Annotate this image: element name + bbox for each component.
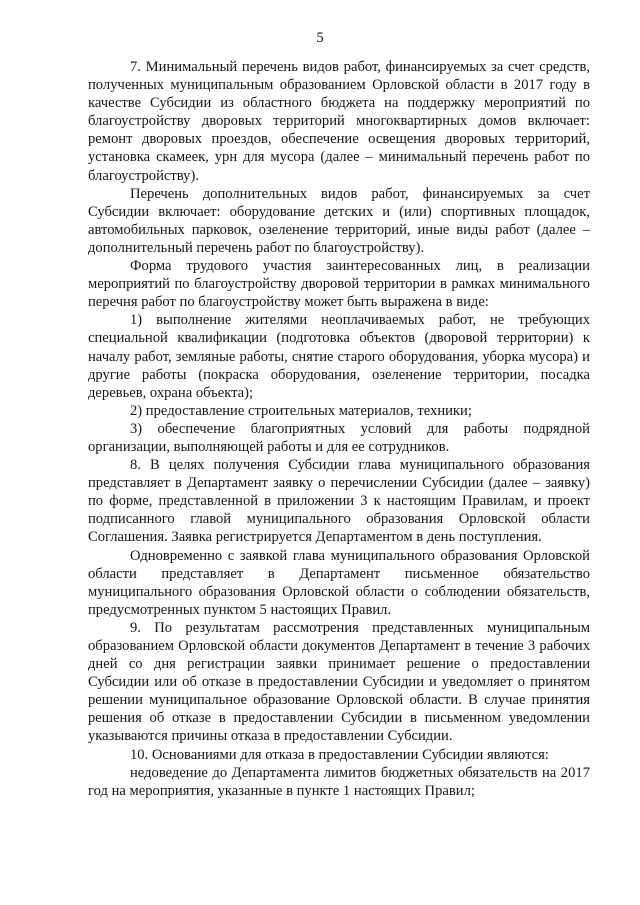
list-item-1: 1) выполнение жителями неоплачиваемых работ, не требующих специальной квалификации (подготовка объектов (дворовой территории) к началу работ, земляные работы, снятие старого оборудования, уборка мусора) и другие работы (покраска оборудования, озеленение территории, посадка деревьев, охрана объекта); [88, 312, 590, 401]
paragraph-labor-participation: Форма трудового участия заинтересованных лиц, в реализации мероприятий по благоустройству дворовой территории в рамках минимального перечня работ по благоустройству может быть выражена в виде: [88, 258, 590, 311]
paragraph-item-10: 10. Основаниями для отказа в предоставлении Субсидии являются: [130, 746, 549, 763]
paragraph-refusal-reason: недоведение до Департамента лимитов бюджетных обязательств на 2017 год на мероприятия, указанные в пункте 1 настоящих Правил; [88, 764, 590, 799]
paragraph-obligation: Одновременно с заявкой глава муниципального образования Орловской области представляет в Департамент письменное обязательство муниципального образования Орловской области о соблюдении обязательств, предусмотренных пунктом 5 настоящих Правил. [88, 547, 590, 618]
list-item-2: 2) предоставление строительных материалов, техники; [130, 402, 472, 419]
paragraph-item-8: 8. В целях получения Субсидии глава муниципального образования представляет в Департамент заявку о перечислении Субсидии (далее – заявку) по форме, представленной в приложении 3 к настоящим Правилам, и проект подписанного главой муниципального образования Орловской области Соглашения. Заявка регистрируется Департаментом в день поступления. [88, 457, 590, 546]
document-body [88, 58, 590, 800]
page-number: 5 [316, 30, 324, 46]
paragraph-item-7: 7. Минимальный перечень видов работ, финансируемых за счет средств, полученных муниципальным образованием Орловской области в 2017 году в качестве Субсидии из областного бюджета на поддержку мероприятий по благоустройству дворовых территорий многоквартирных домов включает: ремонт дворовых проездов, обеспечение освещения дворовых территорий, установка скамеек, урн для мусора (далее – минимальный перечень работ по благоустройству). [88, 59, 590, 184]
paragraph-item-9: 9. По результатам рассмотрения представленных муниципальным образованием Орловской области документов Департамент в течение 3 рабочих дней со дня регистрации заявки принимает решение о предоставлении Субсидии или об отказе в предоставлении Субсидии и уведомляет о принятом решении муниципальное образование Орловской области. В случае принятия решения об отказе в предоставлении Субсидии в письменном уведомлении указываются причины отказа в предоставлении Субсидии. [88, 619, 590, 745]
paragraph-additional-works: Перечень дополнительных видов работ, финансируемых за счет Субсидии включает: оборудование детских и (или) спортивных площадок, автомобильных парковок, озеленение территорий, иные виды работ (далее – дополнительный перечень работ по благоустройству). [88, 185, 590, 256]
list-item-3: 3) обеспечение благоприятных условий для работы подрядной организации, выполняющей работы и для ее сотрудников. [88, 420, 590, 455]
